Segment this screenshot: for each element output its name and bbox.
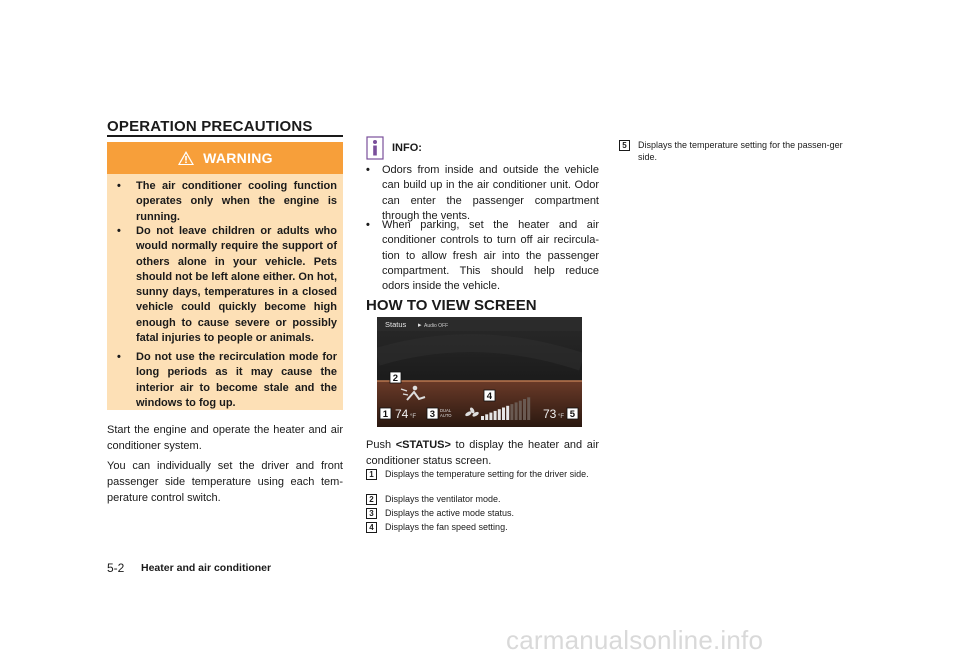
callout-4-label: 4	[486, 391, 493, 402]
callout-2-label: 2	[392, 373, 399, 384]
fan-level-bar	[498, 409, 501, 420]
status-bar	[377, 317, 582, 331]
fan-level-bar	[523, 399, 526, 420]
legend-text: Displays the fan speed setting.	[385, 522, 508, 532]
legend-number: 4	[366, 522, 377, 533]
fan-level-bar	[527, 397, 530, 420]
warning-item	[117, 224, 337, 346]
fan-level-bar	[519, 401, 522, 420]
warning-item-text: Do not leave children or adults who would normally require the support of others alone in your vehicle. Pets should not be left alone either. On hot, sunny days, temperatures in a closed vehicle could quickly become high enough to cause severe or possibly fatal injuries to people or animals.	[136, 225, 337, 345]
bullet: •	[366, 164, 370, 176]
callout-4	[484, 390, 495, 402]
info-label: INFO:	[392, 142, 422, 154]
mode-line-1: DUAL	[440, 408, 452, 413]
legend-number: 2	[366, 494, 377, 505]
warning-box	[107, 142, 343, 410]
legend-item	[619, 140, 852, 163]
info-item-text: Odors from inside and outside the vehicle can build up in the air conditioner unit. Odor can enter the passenger compartment through the vents.	[382, 164, 599, 222]
driver-temp: 74	[395, 407, 409, 421]
bullet: •	[117, 180, 121, 192]
legend-text: Displays the active mode status.	[385, 508, 515, 518]
callout-5-label: 5	[569, 409, 576, 420]
fan-level-bar	[502, 408, 505, 421]
callout-2	[390, 372, 401, 384]
passenger-temp: 73	[543, 407, 557, 421]
legend-item	[366, 508, 599, 520]
push-paragraph	[366, 437, 599, 469]
mode-line-2: AUTO	[440, 413, 452, 418]
info-item	[366, 218, 599, 294]
warning-item	[117, 179, 337, 225]
legend-item	[366, 469, 599, 481]
bullet: •	[366, 219, 370, 231]
legend-item	[366, 522, 599, 534]
passenger-temp-unit: °F	[558, 414, 565, 420]
audio-status: Audio OFF	[424, 323, 449, 329]
legend-item	[366, 494, 599, 506]
fan-level-bar	[485, 414, 488, 420]
fan-level-bar	[515, 402, 518, 420]
legend-text: Displays the ventilator mode.	[385, 494, 501, 504]
legend-text: Displays the temperature setting for the driver side.	[385, 469, 589, 479]
paragraph: Start the engine and operate the heater and air conditioner system.	[107, 424, 343, 452]
page-number: 5-2	[107, 561, 125, 575]
info-item-text: When parking, set the heater and air conditioner controls to turn off air recircula-tion to allow fresh air into the passenger compartment. This should help reduce odors inside the vehicle.	[382, 219, 599, 293]
warning-title: WARNING	[203, 150, 273, 166]
legend-number: 3	[366, 508, 377, 519]
status-arrow: ▸	[418, 322, 422, 329]
section-title: OPERATION PRECAUTIONS	[107, 118, 313, 135]
callout-5	[567, 408, 578, 420]
watermark: carmanualsonline.info	[506, 625, 764, 655]
warning-header	[107, 142, 343, 174]
warning-item-text: Do not use the recirculation mode for long periods as it may cause the interior air to become stale and the windows to fog up.	[136, 351, 337, 409]
push-suffix: to display the heater and air conditioner status screen.	[366, 439, 599, 467]
warning-item-text: The air conditioner cooling function operates only when the engine is running.	[136, 180, 337, 223]
info-item	[366, 163, 599, 224]
fan-level-bar	[510, 404, 513, 420]
status-label: Status	[385, 320, 407, 329]
legend-text: Displays the temperature setting for the passen-ger side.	[638, 140, 843, 162]
warning-triangle-icon	[177, 150, 195, 166]
callout-3-label: 3	[429, 409, 436, 420]
legend-number: 5	[619, 140, 630, 151]
callout-3	[427, 408, 438, 420]
push-prefix: Push	[366, 439, 396, 451]
callout-1-label: 1	[382, 409, 389, 420]
fan-level-bar	[489, 413, 492, 420]
section-rule	[107, 135, 343, 137]
fan-level-bar	[506, 406, 509, 420]
callout-1	[380, 408, 391, 420]
fan-level-bar	[494, 411, 497, 420]
warning-item	[117, 350, 337, 411]
status-button-name: <STATUS>	[395, 439, 451, 451]
legend-number: 1	[366, 469, 377, 480]
how-to-view-heading: HOW TO VIEW SCREEN	[366, 297, 537, 314]
status-screen-image	[377, 317, 582, 427]
footer-title: Heater and air conditioner	[141, 562, 272, 574]
bullet: •	[117, 351, 121, 363]
info-icon	[366, 136, 384, 160]
driver-temp-unit: °F	[410, 414, 417, 420]
fan-level-bar	[481, 416, 484, 420]
paragraph: You can individually set the driver and front passenger side temperature using each tem-perature control switch.	[107, 460, 343, 504]
bullet: •	[117, 225, 121, 237]
